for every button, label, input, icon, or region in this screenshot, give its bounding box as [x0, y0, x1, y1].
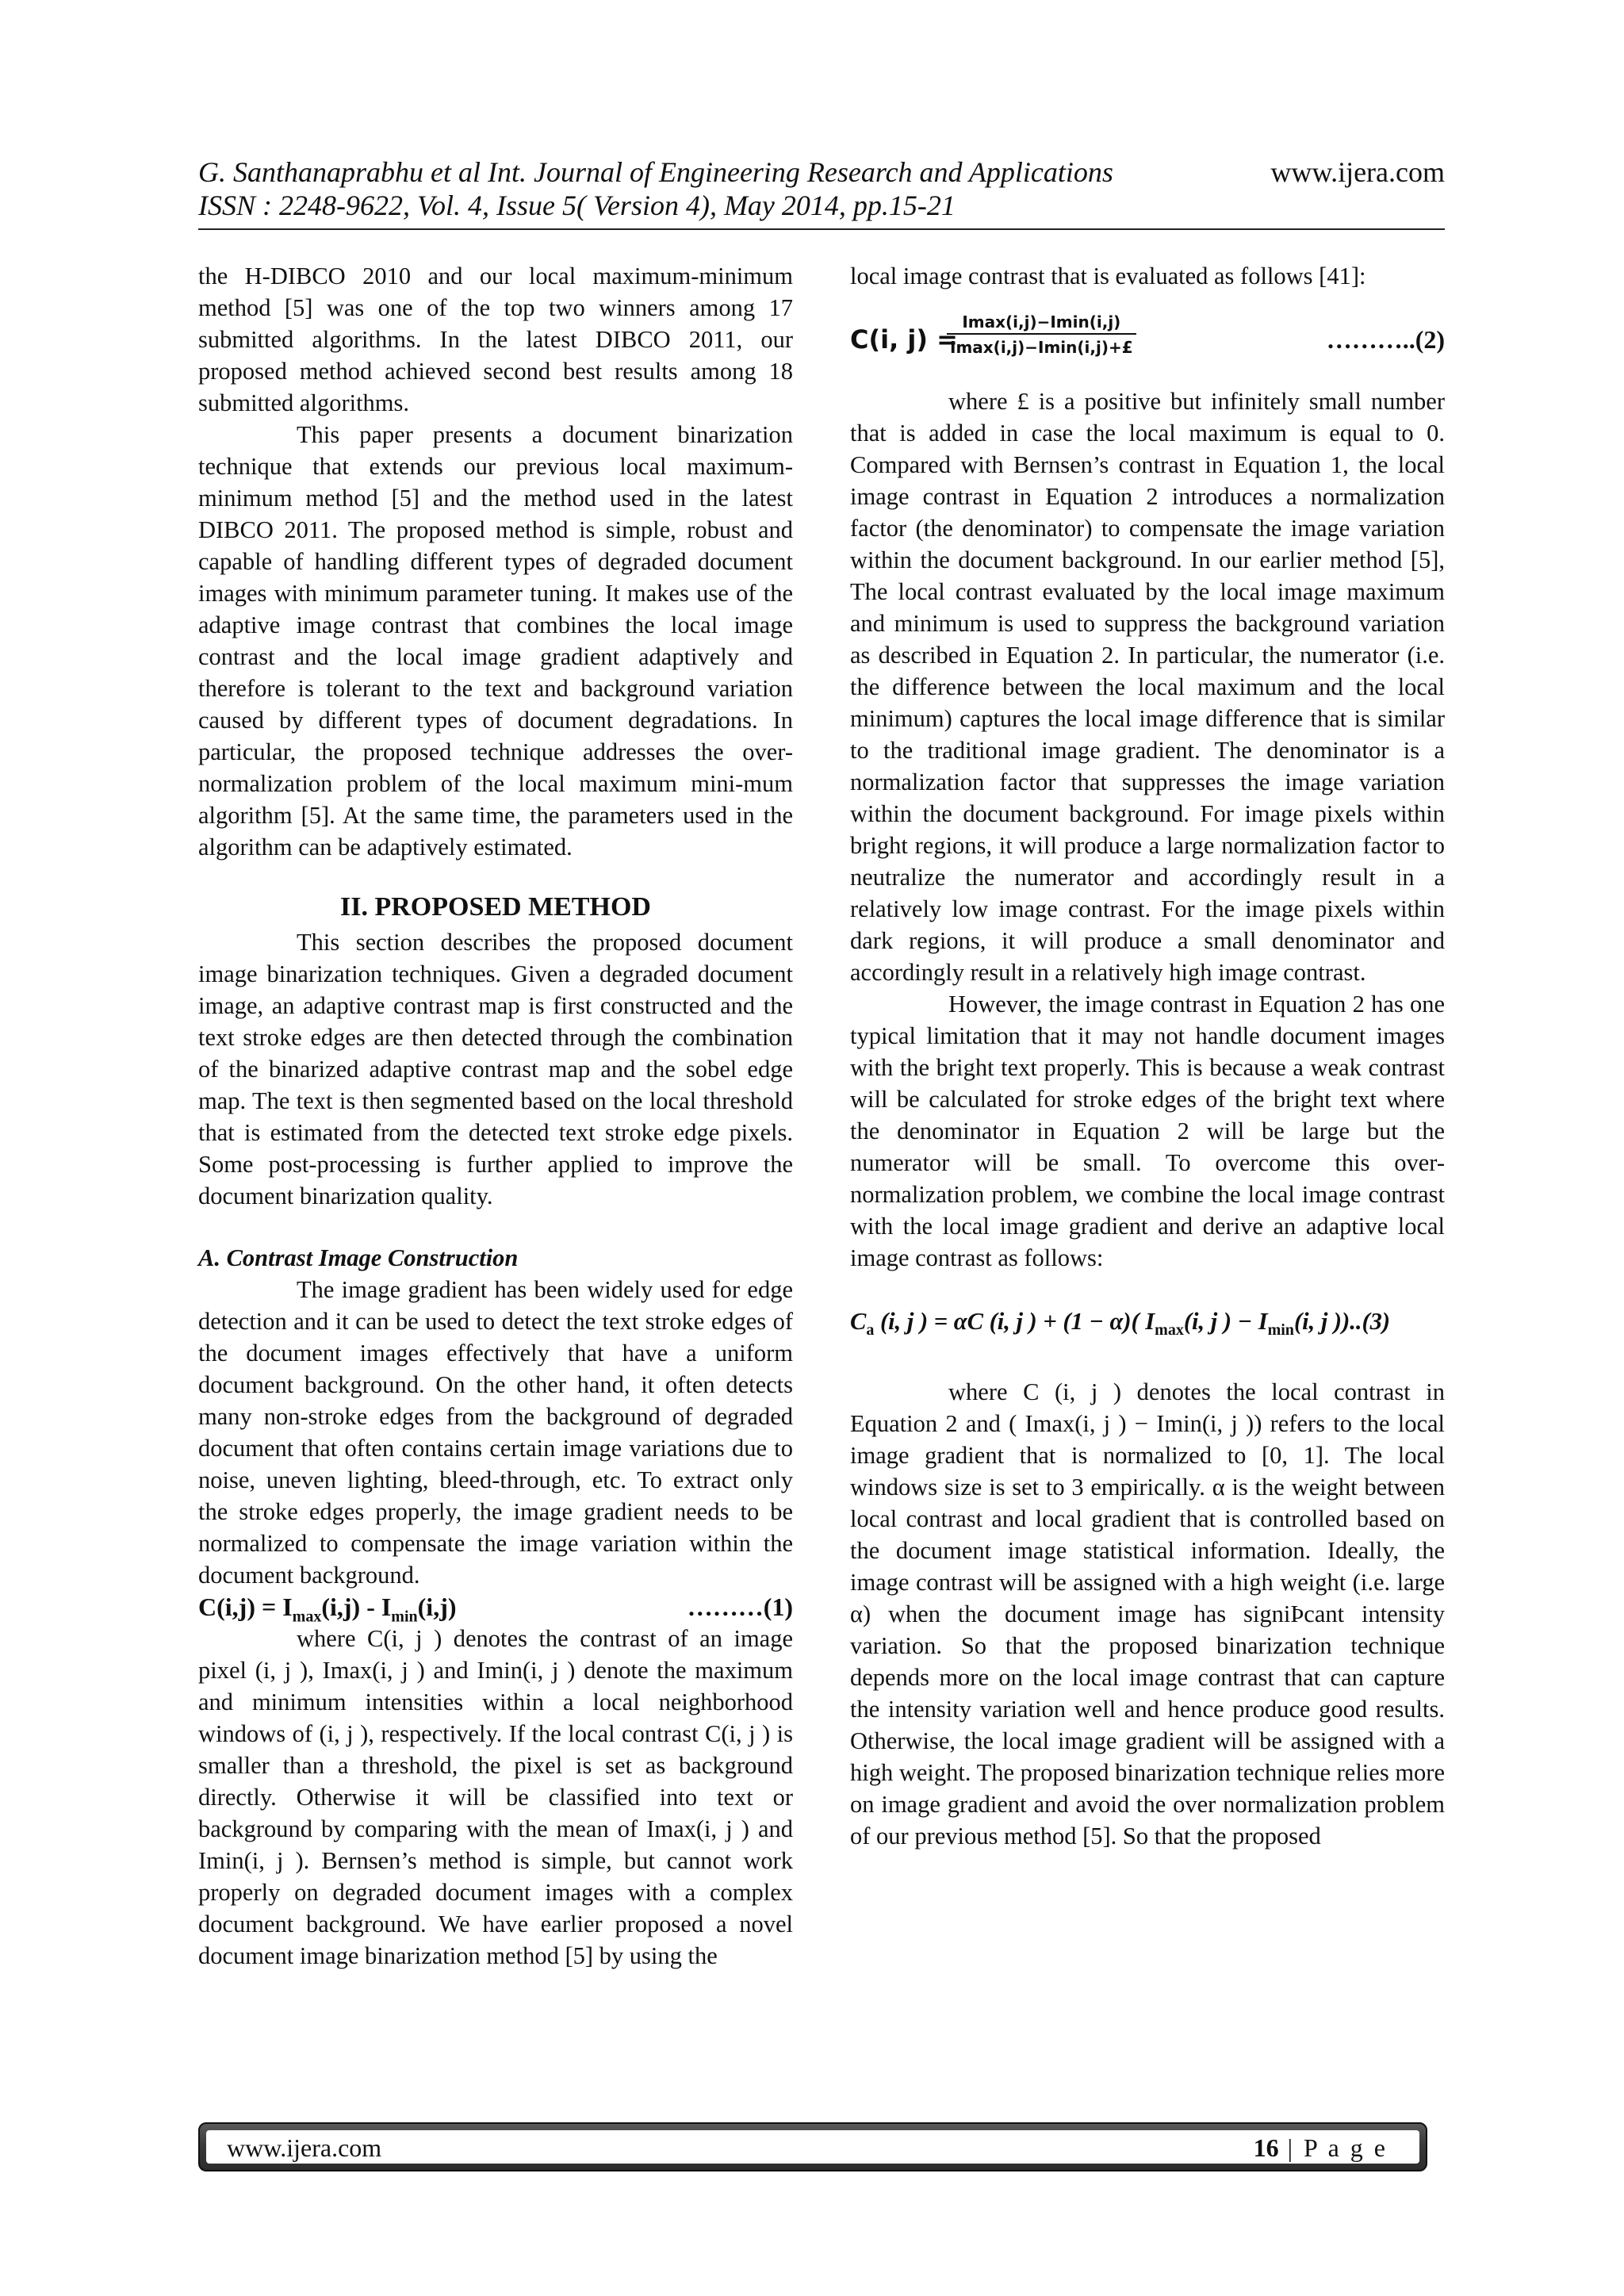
paragraph: the H-DIBCO 2010 and our local maximum-minimum method [5] was one of the top two winners among 17 submitted algorithms. In the latest DIBCO 2011, our proposed method achieved second best results among 18 submitted algorithms. [198, 263, 793, 416]
page-footer [198, 2122, 1427, 2171]
paragraph: where C(i, j ) denotes the contrast of an image pixel (i, j ), Imax(i, j ) and Imin(i, j ) denote the maximum and minimum intensities within a local neighborhood windows of (i, j ), respectively. If the local contrast C(i, j ) is smaller than a threshold, the pixel is set as background directly. Otherwise it will be classified into text or background by comparing with the mean of Imax(i, j ) and Imin(i, j ). Bernsen’s method is simple, but cannot work properly on degraded document images with a complex document background. We have earlier proposed a novel document image binarization method [5] by using the [198, 1625, 793, 1969]
paragraph: This section describes the proposed document image binarization techniques. Given a degraded document image, an adaptive contrast map is first constructed and the text stroke edges are then detected through the combination of the binarized adaptive contrast map and the sobel edge map. The text is then segmented based on the local threshold that is estimated from the detected text stroke edge pixels. Some post-processing is further applied to improve the document binarization quality. [198, 929, 793, 1209]
issn-line: ISSN : 2248-9622, Vol. 4, Issue 5( Version 4), May 2014, pp.15-21 [198, 190, 956, 221]
page-header [198, 155, 1445, 230]
footer-website: www.ijera.com [227, 2133, 382, 2162]
paragraph: This paper presents a document binarization technique that extends our previous local maximum-minimum method [5] and the method used in the latest DIBCO 2011. The proposed method is simple, robust and capable of handling different types of degraded document images with minimum parameter tuning. It makes use of the adaptive image contrast that combines the local image contrast and the local image gradient adaptively and therefore is tolerant to the text and background variation caused by different types of document degradations. In particular, the proposed technique addresses the over-normalization problem of the local maximum mini-mum algorithm [5]. At the same time, the parameters used in the algorithm can be adaptively estimated. [198, 421, 793, 861]
equation-number: ………..(2) [1326, 325, 1445, 354]
right-column [850, 260, 1445, 1852]
equation-3: $C_a$ (i, j ) = αC (i, j ) + (1 − α)( $I_{max}(i$, j ) − $I_{min}(i$, j ))..(3) [850, 1308, 1391, 1340]
page-indicator [1254, 2133, 1388, 2163]
paragraph: where £ is a positive but infinitely small number that is added in case the local maximum is equal to 0. Compared with Bernsen’s contrast in Equation 1, the local image contrast in Equation 2 introduces a normalization factor (the denominator) to compensate the image variation within the document background. In our earlier method [5], The local contrast evaluated by the local image maximum and minimum is used to suppress the background variation as described in Equation 2. In particular, the numerator (i.e. the difference between the local maximum and the local minimum) captures the local image difference that is similar to the traditional image gradient. The denominator is a normalization factor that suppresses the image variation within the document background. For image pixels within bright regions, it will produce a large normalization factor to neutralize the numerator and accordingly result in a relatively low image contrast. For the image pixels within dark regions, it will produce a small denominator and accordingly result in a relatively high image contrast. [850, 388, 1445, 986]
paragraph: where C (i, j ) denotes the local contrast in Equation 2 and ( Imax(i, j ) − Imin(i, j )) refers to the local image gradient that is normalized to [0, 1]. The local windows size is set to 3 empirically. α is the weight between local contrast and local gradient that is controlled based on the document image statistical information. Ideally, the image contrast will be assigned with a high weight (i.e. large α) when the document image has signiÞcant intensity variation. So that the proposed binarization technique depends more on the local image contrast that can capture the intensity variation well and hence produce good results. Otherwise, the local image gradient will be assigned with a high weight. The proposed binarization technique relies more on image gradient and avoid the over normalization problem of our previous method [5]. So that the proposed [850, 1378, 1445, 1850]
equation-fraction [947, 311, 1136, 358]
fraction-denominator: Imax(i,j)−Imin(i,j)+£ [950, 338, 1133, 357]
footer-bar [206, 2130, 1419, 2164]
page-label: | P a g e [1278, 2133, 1388, 2162]
equation-1: $C(i,j) = I_{max}(i,j) - I_{min}(i,j)$ ………(1) [198, 1593, 793, 1626]
left-column [198, 260, 793, 1972]
header-website: www.ijera.com [1270, 156, 1445, 188]
equation-2 [850, 311, 1445, 379]
subsection-heading: A. Contrast Image Construction [198, 1244, 519, 1271]
paragraph: However, the image contrast in Equation 2 has one typical limitation that it may not handle document images with the bright text properly. This is because a weak contrast will be calculated for stroke edges of the bright text where the denominator in Equation 2 will be large but the numerator will be small. To overcome this over-normalization problem, we combine the local image contrast with the local image gradient and derive an adaptive local image contrast as follows: [850, 991, 1445, 1271]
paragraph: The image gradient has been widely used for edge detection and it can be used to detect the text stroke edges of the document images effectively that have a uniform document background. On the other hand, it often detects many non-stroke edges from the background of degraded document that often contains certain image variations due to noise, uneven lighting, bleed-through, etc. To extract only the stroke edges properly, the image gradient needs to be normalized to compensate the image variation within the document background. [198, 1276, 793, 1589]
section-heading: II. PROPOSED METHOD [340, 892, 651, 922]
page-number: 16 [1253, 2133, 1279, 2162]
fraction-numerator: Imax(i,j)−Imin(i,j) [947, 311, 1136, 335]
journal-citation: G. Santhanaprabhu et al Int. Journal of Engineering Research and Applications [198, 156, 1113, 188]
equation-number: ………(1) [687, 1593, 793, 1621]
paragraph: local image contrast that is evaluated as follows [41]: [850, 263, 1366, 289]
equation-lhs: C(i, j) = [850, 324, 958, 355]
